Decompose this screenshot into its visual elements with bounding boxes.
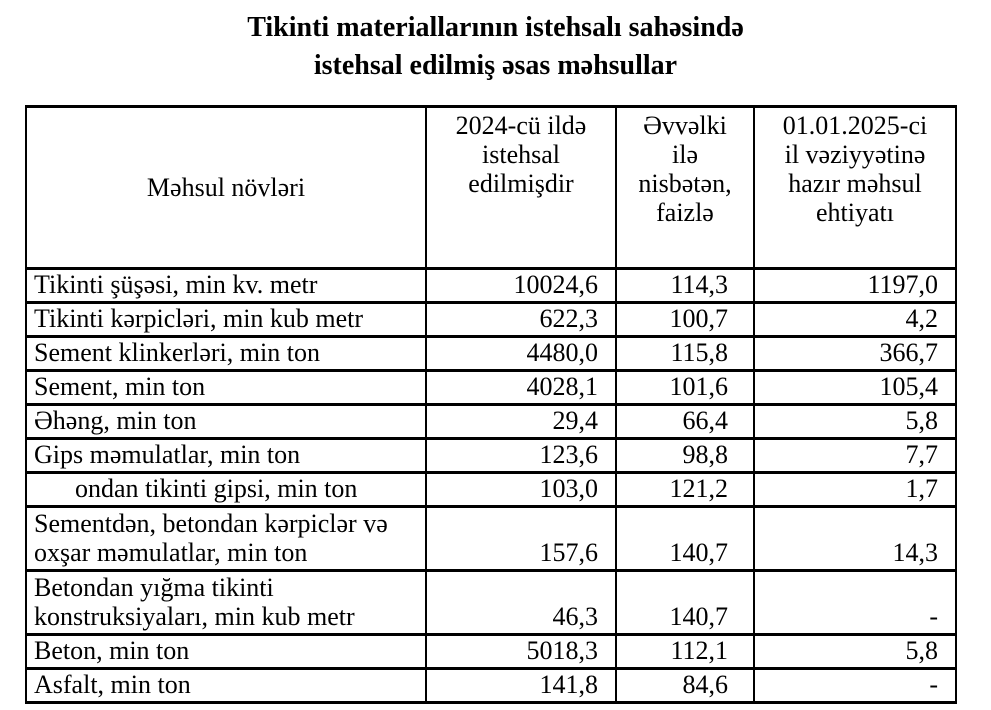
column-header-line: 2024-cü ildə: [455, 111, 587, 140]
vs-previous-year-cell: 98,8: [616, 439, 754, 473]
ready-stock-cell: 4,2: [754, 303, 956, 337]
column-header-line: istehsal: [482, 140, 560, 169]
product-name-line: Əhəng, min ton: [34, 406, 197, 435]
product-name-cell: [26, 507, 426, 571]
produced-2024-cell: 29,4: [426, 405, 616, 439]
page-title: [0, 0, 991, 85]
product-name-cell: [26, 371, 426, 405]
product-name-cell: [26, 669, 426, 703]
column-header-line: ilə: [672, 140, 698, 169]
product-name-line: Tikinti kərpicləri, min kub metr: [34, 304, 364, 333]
produced-2024-cell: 103,0: [426, 473, 616, 507]
column-header-line: faizlə: [656, 198, 714, 227]
column-header-line: nisbətən,: [638, 169, 732, 198]
table-header: [26, 107, 956, 269]
product-name-line: oxşar məmulatlar, min ton: [34, 538, 308, 567]
ready-stock-cell: 1197,0: [754, 269, 956, 303]
vs-previous-year-cell: 140,7: [616, 571, 754, 635]
ready-stock-cell: 366,7: [754, 337, 956, 371]
column-header-produced-2024: [426, 107, 616, 269]
ready-stock-cell: 7,7: [754, 439, 956, 473]
product-name-cell: [26, 635, 426, 669]
product-name-line: Asfalt, min ton: [34, 670, 191, 699]
table-row: [26, 371, 956, 405]
column-header-line: 01.01.2025-ci: [782, 111, 928, 140]
product-name-line: Sement klinkerləri, min ton: [34, 338, 320, 367]
vs-previous-year-cell: 100,7: [616, 303, 754, 337]
table-body: [26, 269, 956, 703]
column-header-line: ehtiyatı: [816, 198, 894, 227]
product-name-cell: [26, 571, 426, 635]
vs-previous-year-cell: 121,2: [616, 473, 754, 507]
ready-stock-cell: 5,8: [754, 635, 956, 669]
ready-stock-cell: -: [754, 571, 956, 635]
produced-2024-cell: 46,3: [426, 571, 616, 635]
header-row: [26, 107, 956, 269]
table-row: [26, 507, 956, 571]
vs-previous-year-cell: 140,7: [616, 507, 754, 571]
table-row: [26, 303, 956, 337]
table-row: [26, 405, 956, 439]
vs-previous-year-cell: 112,1: [616, 635, 754, 669]
produced-2024-cell: 622,3: [426, 303, 616, 337]
product-name-line: ondan tikinti gipsi, min ton: [75, 474, 358, 503]
column-header-line: edilmişdir: [468, 169, 574, 198]
column-header-ready-stock-2025: [754, 107, 956, 269]
ready-stock-cell: -: [754, 669, 956, 703]
vs-previous-year-cell: 114,3: [616, 269, 754, 303]
product-name-line: Sement, min ton: [34, 372, 206, 401]
products-table: [25, 105, 957, 704]
table-row: [26, 269, 956, 303]
table-row: [26, 635, 956, 669]
table-row: [26, 337, 956, 371]
column-header-line: hazır məhsul: [788, 169, 922, 198]
vs-previous-year-cell: 115,8: [616, 337, 754, 371]
produced-2024-cell: 10024,6: [426, 269, 616, 303]
product-name-cell: [26, 473, 426, 507]
product-name-line: Gips məmulatlar, min ton: [34, 440, 301, 469]
column-header-line: Əvvəlki: [643, 111, 727, 140]
product-name-line: Betondan yığma tikinti: [34, 573, 274, 602]
table-row: [26, 571, 956, 635]
table-row: [26, 439, 956, 473]
column-header-vs-previous-year: [616, 107, 754, 269]
produced-2024-cell: 4028,1: [426, 371, 616, 405]
ready-stock-cell: 1,7: [754, 473, 956, 507]
table-row: [26, 473, 956, 507]
product-name-line: konstruksiyaları, min kub metr: [34, 602, 355, 631]
product-name-line: Beton, min ton: [34, 636, 190, 665]
column-header-line: il vəziyyətinə: [784, 140, 926, 169]
ready-stock-cell: 14,3: [754, 507, 956, 571]
product-name-cell: [26, 439, 426, 473]
product-name-line: Sementdən, betondan kərpiclər və: [34, 509, 388, 538]
produced-2024-cell: 123,6: [426, 439, 616, 473]
page-title-line-2: istehsal edilmiş əsas məhsullar: [313, 50, 678, 81]
column-header-line: Məhsul növləri: [146, 173, 306, 202]
produced-2024-cell: 141,8: [426, 669, 616, 703]
page-title-line-1: Tikinti materiallarının istehsalı sahəsində: [247, 12, 744, 43]
produced-2024-cell: 4480,0: [426, 337, 616, 371]
table-row: [26, 669, 956, 703]
ready-stock-cell: 5,8: [754, 405, 956, 439]
product-name-cell: [26, 405, 426, 439]
vs-previous-year-cell: 66,4: [616, 405, 754, 439]
product-name-cell: [26, 269, 426, 303]
vs-previous-year-cell: 84,6: [616, 669, 754, 703]
produced-2024-cell: 157,6: [426, 507, 616, 571]
column-header-product-types: [26, 107, 426, 269]
ready-stock-cell: 105,4: [754, 371, 956, 405]
produced-2024-cell: 5018,3: [426, 635, 616, 669]
vs-previous-year-cell: 101,6: [616, 371, 754, 405]
product-name-line: Tikinti şüşəsi, min kv. metr: [34, 270, 318, 299]
product-name-cell: [26, 303, 426, 337]
product-name-cell: [26, 337, 426, 371]
